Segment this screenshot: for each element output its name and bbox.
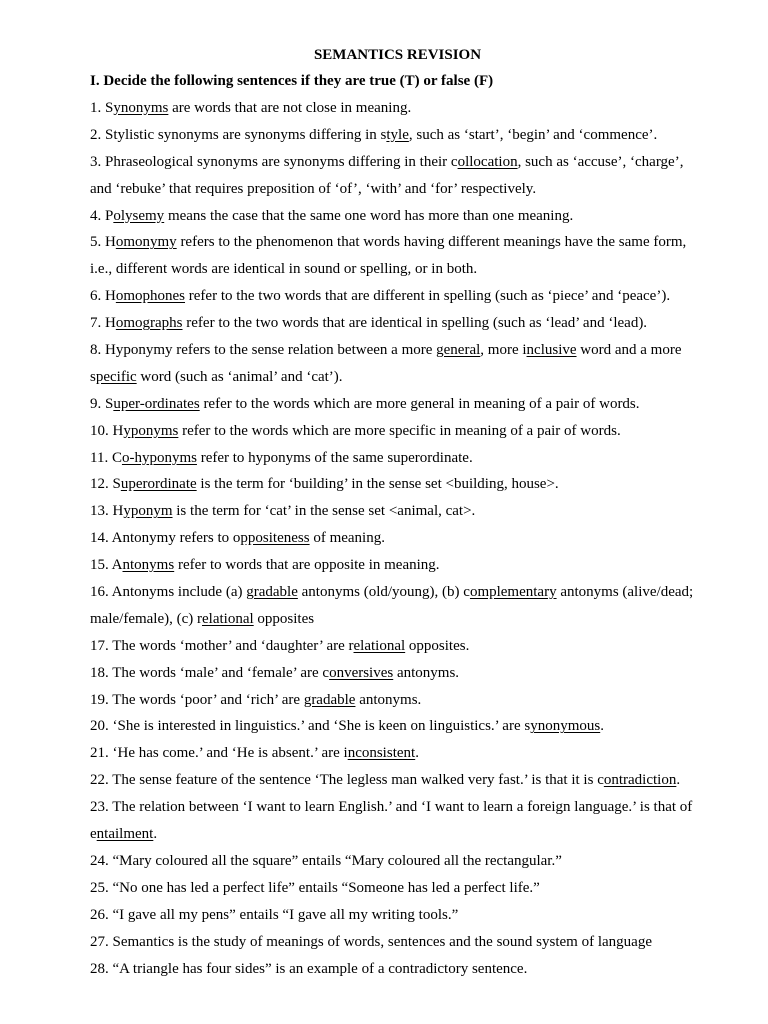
question-line [90,716,705,743]
line-text: is the term for ‘cat’ in the sense set <animal, cat>. [172,503,476,520]
line-text: 18. The words ‘male’ and ‘female’ are c [90,664,330,681]
line-text: 11. C [90,449,122,466]
line-text: e [90,826,97,843]
line-text: 4. P [90,207,114,224]
line-text: opposites. [405,637,470,654]
underlined-term: pecific [95,368,137,385]
line-text: 28. “A triangle has four sides” is an example of a contradictory sentence. [90,960,528,977]
line-text: 22. The sense feature of the sentence ‘The legless man walked very fast.’ is that it is c [90,772,604,789]
line-text: 25. “No one has led a perfect life” entails “Someone has led a perfect life.” [90,879,540,896]
line-text: 15. A [90,557,123,574]
underlined-term: ynonymous [530,718,601,735]
underlined-term: general [436,342,481,359]
line-text: 3. Phraseological synonyms are synonyms differing in their c [90,153,458,170]
question-line [90,959,705,986]
line-text: and ‘rebuke’ that requires preposition of ‘of’, ‘with’ and ‘for’ respectively. [90,180,537,197]
line-text: are words that are not close in meaning. [168,100,412,116]
underlined-term: gradable [246,584,298,601]
line-text: 17. The words ‘mother’ and ‘daughter’ are r [90,637,354,654]
underlined-term: yponyms [123,422,179,439]
line-text: . [153,826,158,843]
line-text: 13. H [90,503,124,520]
line-text: 16. Antonyms include (a) [90,584,247,601]
underlined-term: ntonyms [122,557,175,574]
question-line [90,286,705,313]
question-line [90,636,705,663]
line-text: 5. H [90,234,116,251]
question-line [90,797,705,824]
line-text: 20. ‘She is interested in linguistics.’ and ‘She is keen on linguistics.’ are s [90,718,531,735]
line-text: , such as ‘start’, ‘begin’ and ‘commence’. [408,126,658,143]
underlined-term: omographs [115,315,183,332]
underlined-term: nclusive [526,342,577,359]
document-title: SEMANTICS REVISION [313,47,482,63]
line-text: word (such as ‘animal’ and ‘cat’). [136,368,343,385]
question-line [90,501,705,528]
underlined-term: ontradiction [603,772,677,789]
line-text: opposites [253,610,315,627]
line-text: , more i [480,342,527,359]
underlined-term: uper-ordinates [113,395,200,412]
line-text: male/female), (c) r [90,610,203,627]
question-line [90,770,705,797]
question-line [90,394,705,421]
line-text: 2. Stylistic synonyms are synonyms differing in s [90,126,387,143]
line-text: word and a more [576,342,682,359]
question-line [90,448,705,475]
question-line [90,905,705,932]
line-text: antonyms (alive/dead; [556,584,694,601]
underlined-term: elational [353,637,406,654]
question-line [90,313,705,340]
line-text: antonyms. [355,691,422,708]
question-line [90,743,705,770]
question-line [90,932,705,959]
question-line [90,690,705,717]
line-text: 10. H [90,422,124,439]
line-text: refer to hyponyms of the same superordinate. [196,449,473,466]
question-line [90,878,705,905]
line-text: refers to the phenomenon that words having different meanings have the same form, [176,234,687,251]
question-line [90,555,705,582]
line-text: 23. The relation between ‘I want to learn English.’ and ‘I want to learn a foreign language.’ is that of [90,799,693,816]
question-line [90,582,705,609]
line-text: . [415,745,419,762]
line-text: 14. Antonymy refers to o [90,530,241,547]
question-line [90,609,705,636]
line-text: refer to the words which are more specific in meaning of a pair of words. [178,422,621,439]
line-text: 27. Semantics is the study of meanings of words, sentences and the sound system of language [90,933,652,950]
line-text: refer to the two words that are different in spelling (such as ‘piece’ and ‘peace’). [185,288,671,305]
question-line [90,421,705,448]
line-text: refer to the two words that are identical in spelling (such as ‘lead’ and ‘lead). [182,315,648,332]
line-text: , such as ‘accuse’, ‘charge’, [517,153,684,170]
underlined-term: omonymy [115,234,177,251]
line-text: antonyms. [393,664,460,681]
question-line [90,125,705,152]
line-text: . [600,718,604,735]
underlined-term: gradable [303,691,356,708]
document-page [90,44,705,985]
question-line [90,232,705,259]
underlined-term: omophones [115,288,186,305]
line-text: 12. S [90,476,121,493]
line-text: means the case that the same one word has more than one meaning. [164,207,574,224]
line-text: 9. S [90,395,114,412]
question-line [90,663,705,690]
underlined-term: olysemy [113,207,165,224]
line-text: i.e., different words are identical in sound or spelling, or in both. [90,261,478,278]
underlined-term: ntailment [96,826,154,843]
line-text: 1. S [90,100,114,116]
line-text: is the term for ‘building’ in the sense set <building, house>. [196,476,559,493]
line-text: s [90,368,96,385]
line-text: 26. “I gave all my pens” entails “I gave all my writing tools.” [90,906,459,923]
question-line [90,824,705,851]
line-text: refer to the words which are more general in meaning of a pair of words. [199,395,640,412]
question-line [90,98,705,125]
underlined-term: ollocation [457,153,518,170]
line-text: 24. “Mary coloured all the square” entails “Mary coloured all the rectangular.” [90,852,562,869]
question-line [90,367,705,394]
question-line [90,152,705,179]
line-text: of meaning. [309,530,385,547]
underlined-term: nconsistent [347,745,416,762]
underlined-term: ppositeness [240,530,310,547]
section-instruction: I. Decide the following sentences if they are true (T) or false (F) [90,73,494,89]
underlined-term: ynonyms [113,100,169,116]
underlined-term: onversives [329,664,394,681]
question-list [90,98,705,985]
question-line [90,206,705,233]
question-line [90,528,705,555]
question-line [90,340,705,367]
underlined-term: tyle [386,126,409,143]
line-text: 21. ‘He has come.’ and ‘He is absent.’ are i [90,745,348,762]
line-text: 19. The words ‘poor’ and ‘rich’ are [90,691,304,708]
line-text: . [676,772,681,789]
line-text: 7. H [90,315,116,332]
underlined-term: uperordinate [120,476,197,493]
underlined-term: elational [202,610,254,627]
question-line [90,851,705,878]
line-text: antonyms (old/young), (b) c [297,584,470,601]
line-text: 6. H [90,288,116,305]
question-line [90,474,705,501]
question-line [90,179,705,206]
question-line [90,259,705,286]
line-text: 8. Hyponymy refers to the sense relation between a more [90,342,437,359]
underlined-term: o-hyponyms [121,449,197,466]
line-text: refer to words that are opposite in meaning. [174,557,440,574]
underlined-term: yponym [123,503,173,520]
underlined-term: omplementary [469,584,557,601]
